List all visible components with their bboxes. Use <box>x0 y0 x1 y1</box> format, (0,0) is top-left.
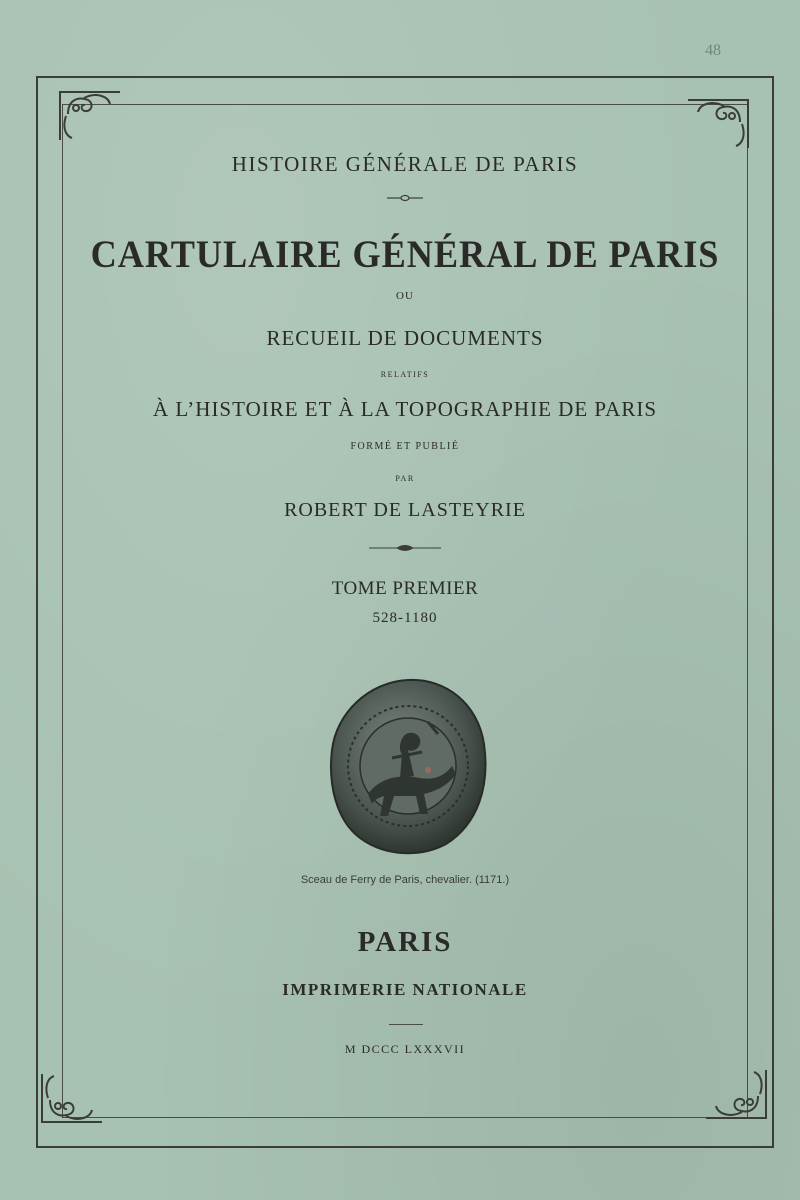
publisher-city: PARIS <box>357 926 453 958</box>
seal-caption: Sceau de Ferry de Paris, chevalier. (1171.) <box>300 874 510 886</box>
short-rule <box>389 1024 423 1025</box>
small-ornament-icon <box>62 190 748 200</box>
pencil-mark: 48 <box>705 42 721 59</box>
forme-publie-label: FORMÉ ET PUBLIÉ <box>350 441 460 452</box>
publisher-name: IMPRIMERIE NATIONALE <box>282 980 528 999</box>
volume-years: 528-1180 <box>372 610 438 626</box>
subtitle-recueil: RECUEIL DE DOCUMENTS <box>266 326 544 350</box>
author-name: ROBERT DE LASTEYRIE <box>284 499 526 521</box>
par-label: PAR <box>395 474 415 483</box>
main-title: CARTULAIRE GÉNÉRAL DE PARIS <box>90 233 720 276</box>
conjunction-ou: OU <box>396 290 414 302</box>
divider-ornament-icon <box>62 540 748 550</box>
title-page-content <box>62 104 748 1118</box>
volume-title: TOME PREMIER <box>331 578 479 599</box>
subtitle-histoire: À L’HISTOIRE ET À LA TOPOGRAPHIE DE PARIS <box>152 397 658 421</box>
relatifs-label: RELATIFS <box>380 370 430 379</box>
series-title: HISTOIRE GÉNÉRALE DE PARIS <box>231 152 579 176</box>
seal-illustration <box>328 674 488 858</box>
publication-date: M DCCC LXXXVII <box>344 1042 466 1056</box>
